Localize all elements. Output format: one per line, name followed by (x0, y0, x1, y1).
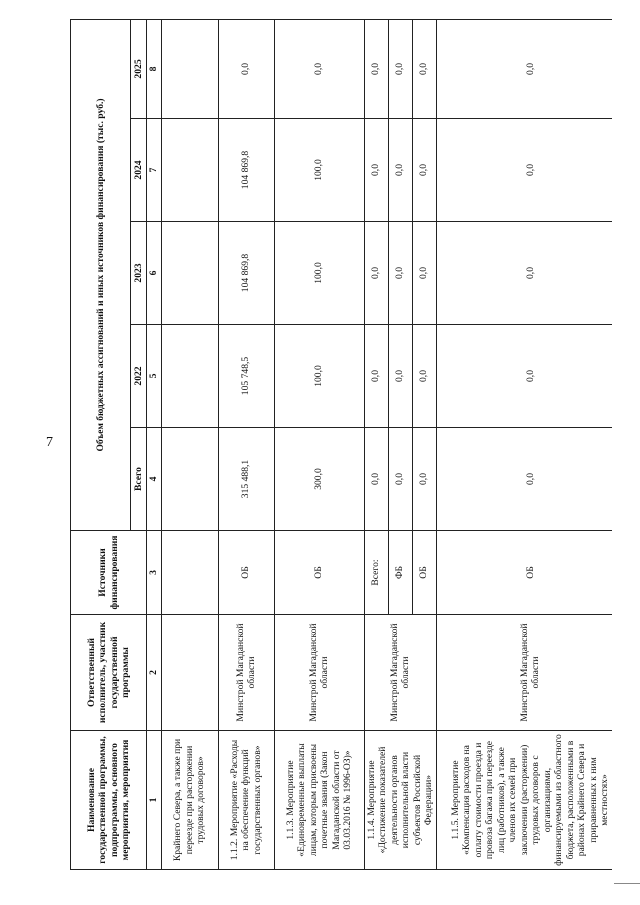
scan-edge (612, 0, 640, 905)
header-year-2023: 2023 (131, 222, 147, 325)
row-executor-cell: Минстрой Магаданской области (364, 615, 436, 731)
value-2025-cell: 0,0 (436, 19, 625, 118)
header-source: Источники финансирования (71, 531, 147, 615)
value-total-cell: 0,0 (388, 428, 412, 531)
value-2023-cell: 0,0 (436, 222, 625, 325)
header-total: Всего (131, 428, 147, 531)
value-2022-cell: 0,0 (436, 325, 625, 428)
value-2024-cell: 0,0 (436, 119, 625, 222)
value-2025-cell: 0,0 (364, 19, 388, 118)
column-number: 2 (147, 615, 162, 731)
value-2024-cell: 0,0 (388, 119, 412, 222)
header-year-2025: 2025 (131, 19, 147, 118)
value-2022-cell: 0,0 (364, 325, 388, 428)
column-number: 4 (147, 428, 162, 531)
value-2024-cell: 104 869,8 (218, 119, 274, 222)
rotated-table-wrapper (70, 20, 625, 870)
value-2025-cell: 0,0 (274, 19, 364, 118)
value-total-cell (161, 428, 218, 531)
row-source-cell (161, 531, 218, 615)
row-name-cell: 1.1.2. Мероприятие «Расходы на обеспечение функций государственных органов» (218, 731, 274, 870)
value-2022-cell: 105 748,5 (218, 325, 274, 428)
value-2022-cell: 100,0 (274, 325, 364, 428)
row-executor-cell: Минстрой Магаданской области (274, 615, 364, 731)
value-2025-cell: 0,0 (412, 19, 436, 118)
value-2022-cell (161, 325, 218, 428)
row-name-cell: 1.1.3. Мероприятие «Единовременные выплаты лицам, которым присвоены почетные звания (Закон Магаданской области от 03.03.2016 № 1996-ОЗ)» (274, 731, 364, 870)
header-volume: Объем бюджетных ассигнований и иных источников финансирования (тыс. руб.) (71, 19, 131, 530)
table-row (436, 19, 625, 869)
value-total-cell: 0,0 (436, 428, 625, 531)
row-name-cell: Крайнего Севера, а также при переезде при расторжении трудовых договоров» (161, 731, 218, 870)
column-number: 7 (147, 119, 162, 222)
value-2022-cell: 0,0 (388, 325, 412, 428)
row-executor-cell (161, 615, 218, 731)
value-2023-cell: 0,0 (412, 222, 436, 325)
value-2023-cell: 104 869,8 (218, 222, 274, 325)
table-row (274, 19, 364, 869)
page-number: 7 (46, 435, 53, 450)
value-2023-cell: 0,0 (388, 222, 412, 325)
table-row (364, 19, 388, 869)
column-number-row (147, 19, 162, 869)
value-2024-cell: 100,0 (274, 119, 364, 222)
column-number: 5 (147, 325, 162, 428)
row-source-cell: ОБ (412, 531, 436, 615)
scan-edge-line (614, 883, 640, 884)
value-2025-cell: 0,0 (388, 19, 412, 118)
header-name: Наименование государственной программы, подпрограммы, основного мероприятия, мероприятия (71, 731, 147, 870)
table-row (161, 19, 218, 869)
row-source-cell: ОБ (436, 531, 625, 615)
header-executor: Ответственный исполнитель, участник государственной программы (71, 615, 147, 731)
row-source-cell: ФБ (388, 531, 412, 615)
value-total-cell: 0,0 (412, 428, 436, 531)
header-year-2022: 2022 (131, 325, 147, 428)
header-year-2024: 2024 (131, 119, 147, 222)
row-source-cell: ОБ (274, 531, 364, 615)
value-2024-cell (161, 119, 218, 222)
value-2025-cell (161, 19, 218, 118)
row-name-cell: 1.1.5. Мероприятие «Компенсация расходов на оплату стоимости проезда и провоза багажа при переезде лиц (работников), а также членов их семей при заключении (расторжении) трудовых договоров с организациями, финансируемыми из областного бюджета, расположенными в районах Крайнего Севера и приравненных к ним местностях» (436, 731, 625, 870)
value-total-cell: 0,0 (364, 428, 388, 531)
value-total-cell: 315 488,1 (218, 428, 274, 531)
value-2025-cell: 0,0 (218, 19, 274, 118)
column-number: 6 (147, 222, 162, 325)
row-executor-cell: Минстрой Магаданской области (218, 615, 274, 731)
value-2024-cell: 0,0 (364, 119, 388, 222)
value-total-cell: 300,0 (274, 428, 364, 531)
row-source-cell: Всего: (364, 531, 388, 615)
value-2022-cell: 0,0 (412, 325, 436, 428)
row-name-cell: 1.1.4. Мероприятие «Достижение показателей деятельности органов исполнительной власти субъектов Российской Федерации» (364, 731, 436, 870)
table-row (218, 19, 274, 869)
budget-table (70, 19, 625, 870)
column-number: 3 (147, 531, 162, 615)
column-number: 8 (147, 19, 162, 118)
row-executor-cell: Минстрой Магаданской области (436, 615, 625, 731)
row-source-cell: ОБ (218, 531, 274, 615)
value-2023-cell: 100,0 (274, 222, 364, 325)
value-2023-cell (161, 222, 218, 325)
header-row-1 (71, 19, 131, 869)
column-number: 1 (147, 731, 162, 870)
value-2023-cell: 0,0 (364, 222, 388, 325)
value-2024-cell: 0,0 (412, 119, 436, 222)
